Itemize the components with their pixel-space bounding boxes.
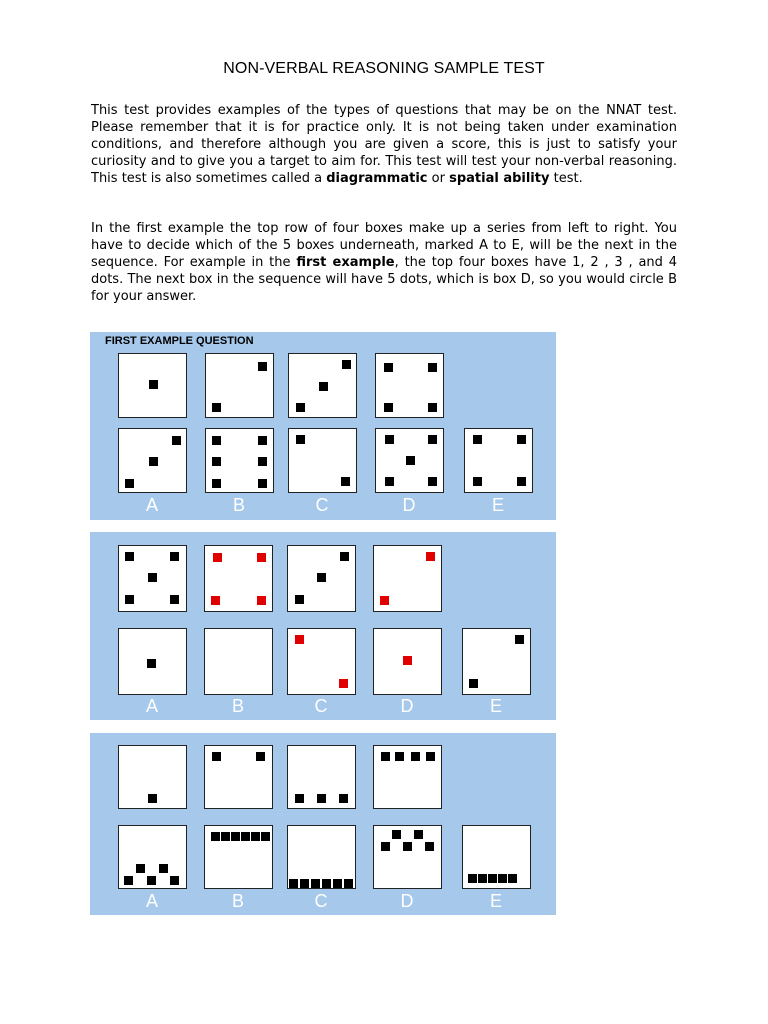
black-square-dot xyxy=(231,832,240,841)
sequence-box-3[interactable] xyxy=(287,745,356,809)
black-square-dot xyxy=(488,874,497,883)
sequence-box-1[interactable] xyxy=(118,745,187,809)
sequence-box-3[interactable] xyxy=(287,545,356,612)
explanation-paragraph xyxy=(91,220,677,305)
black-square-dot xyxy=(428,435,437,444)
black-square-dot xyxy=(311,879,320,888)
black-square-dot xyxy=(403,842,412,851)
answer-box-c[interactable] xyxy=(288,428,357,493)
black-square-dot xyxy=(344,879,353,888)
black-square-dot xyxy=(411,752,420,761)
answer-label-e: E xyxy=(491,495,504,515)
black-square-dot xyxy=(211,832,220,841)
answer-box-c[interactable] xyxy=(287,825,356,889)
sequence-box-3[interactable] xyxy=(288,353,357,418)
black-square-dot xyxy=(296,435,305,444)
red-square-dot xyxy=(339,679,348,688)
answer-box-a[interactable] xyxy=(118,825,187,889)
answer-box-d[interactable] xyxy=(373,628,442,695)
black-square-dot xyxy=(517,435,526,444)
black-square-dot xyxy=(258,436,267,445)
black-square-dot xyxy=(212,436,221,445)
answer-box-a[interactable] xyxy=(118,428,187,493)
explanation-text-2: , the top four boxes have 1, 2 , 3 , and 4 dots. The next box in the sequence will have 5 dots, which is box D, so you would circle B for your answer. xyxy=(91,255,677,304)
black-square-dot xyxy=(473,435,482,444)
red-square-dot xyxy=(211,596,220,605)
sequence-box-1[interactable] xyxy=(118,353,187,418)
black-square-dot xyxy=(256,752,265,761)
black-square-dot xyxy=(515,635,524,644)
black-square-dot xyxy=(498,874,507,883)
black-square-dot xyxy=(478,874,487,883)
answer-label-a: A xyxy=(145,696,158,716)
black-square-dot xyxy=(258,457,267,466)
black-square-dot xyxy=(258,362,267,371)
black-square-dot xyxy=(339,794,348,803)
black-square-dot xyxy=(136,864,145,873)
answer-label-a: A xyxy=(145,495,158,515)
sequence-box-2[interactable] xyxy=(205,353,274,418)
black-square-dot xyxy=(295,794,304,803)
sequence-box-4[interactable] xyxy=(375,353,444,418)
black-square-dot xyxy=(342,360,351,369)
red-square-dot xyxy=(257,596,266,605)
black-square-dot xyxy=(319,382,328,391)
answer-label-c: C xyxy=(314,696,328,716)
answer-box-d[interactable] xyxy=(375,428,444,493)
black-square-dot xyxy=(149,380,158,389)
black-square-dot xyxy=(258,479,267,488)
explanation-text-1: In the first example the top row of four boxes make up a series from left to right. You have to decide which of the 5 boxes underneath, marked A to E, will be the next in the sequence. For example in the xyxy=(91,221,677,270)
black-square-dot xyxy=(170,552,179,561)
black-square-dot xyxy=(296,403,305,412)
black-square-dot xyxy=(322,879,331,888)
black-square-dot xyxy=(469,679,478,688)
question-panel-1 xyxy=(90,332,556,520)
answer-box-e[interactable] xyxy=(464,428,533,493)
black-square-dot xyxy=(426,752,435,761)
black-square-dot xyxy=(125,552,134,561)
black-square-dot xyxy=(385,477,394,486)
black-square-dot xyxy=(212,479,221,488)
intro-bold-spatial-ability: spatial ability xyxy=(449,171,550,186)
question-panel-3 xyxy=(90,733,556,915)
answer-label-d: D xyxy=(402,495,416,515)
black-square-dot xyxy=(317,794,326,803)
black-square-dot xyxy=(147,659,156,668)
black-square-dot xyxy=(428,403,437,412)
answer-label-c: C xyxy=(314,891,328,911)
black-square-dot xyxy=(425,842,434,851)
intro-bold-diagrammatic: diagrammatic xyxy=(326,171,428,186)
page-title: NON-VERBAL REASONING SAMPLE TEST xyxy=(223,60,545,77)
black-square-dot xyxy=(148,573,157,582)
black-square-dot xyxy=(124,876,133,885)
answer-label-b: B xyxy=(231,696,244,716)
red-square-dot xyxy=(295,635,304,644)
panel-title: FIRST EXAMPLE QUESTION xyxy=(105,335,254,347)
answer-label-b: B xyxy=(231,891,244,911)
black-square-dot xyxy=(340,552,349,561)
sequence-box-4[interactable] xyxy=(373,545,442,612)
black-square-dot xyxy=(295,595,304,604)
black-square-dot xyxy=(341,477,350,486)
black-square-dot xyxy=(317,573,326,582)
sequence-box-1[interactable] xyxy=(118,545,187,612)
black-square-dot xyxy=(170,595,179,604)
black-square-dot xyxy=(384,403,393,412)
red-square-dot xyxy=(426,552,435,561)
answer-label-a: A xyxy=(145,891,158,911)
intro-text-3: test. xyxy=(549,171,583,186)
black-square-dot xyxy=(170,876,179,885)
black-square-dot xyxy=(333,879,342,888)
black-square-dot xyxy=(300,879,309,888)
answer-box-b[interactable] xyxy=(204,628,273,695)
intro-text-1: This test provides examples of the types of questions that may be on the NNAT test. Please remember that it is for practice only. It is not being taken under examination conditions, and therefore although you are given a score, this is just to satisfy your curiosity and to give you a target to aim for. This test will test your non-verbal reasoning. This test is also sometimes called a xyxy=(91,103,677,186)
black-square-dot xyxy=(289,879,298,888)
sequence-box-4[interactable] xyxy=(373,745,442,809)
black-square-dot xyxy=(241,832,250,841)
answer-label-d: D xyxy=(400,696,414,716)
black-square-dot xyxy=(517,477,526,486)
explanation-bold-first-example: first example xyxy=(296,255,395,270)
black-square-dot xyxy=(125,595,134,604)
answer-label-e: E xyxy=(489,696,502,716)
intro-paragraph xyxy=(91,102,677,187)
answer-box-c[interactable] xyxy=(287,628,356,695)
answer-label-d: D xyxy=(400,891,414,911)
black-square-dot xyxy=(385,435,394,444)
black-square-dot xyxy=(428,477,437,486)
intro-text-2: or xyxy=(427,171,450,186)
red-square-dot xyxy=(213,553,222,562)
black-square-dot xyxy=(212,752,221,761)
answer-box-d[interactable] xyxy=(373,825,442,889)
answer-box-a[interactable] xyxy=(118,628,187,695)
black-square-dot xyxy=(212,457,221,466)
black-square-dot xyxy=(508,874,517,883)
black-square-dot xyxy=(473,477,482,486)
black-square-dot xyxy=(381,842,390,851)
answer-label-b: B xyxy=(232,495,245,515)
red-square-dot xyxy=(257,553,266,562)
black-square-dot xyxy=(149,457,158,466)
black-square-dot xyxy=(468,874,477,883)
black-square-dot xyxy=(251,832,260,841)
answer-box-b[interactable] xyxy=(205,428,274,493)
answer-box-e[interactable] xyxy=(462,628,531,695)
black-square-dot xyxy=(428,363,437,372)
question-panel-2 xyxy=(90,532,556,720)
black-square-dot xyxy=(395,752,404,761)
black-square-dot xyxy=(392,830,401,839)
black-square-dot xyxy=(147,876,156,885)
answer-box-b[interactable] xyxy=(204,825,273,889)
black-square-dot xyxy=(125,479,134,488)
sequence-box-2[interactable] xyxy=(204,545,273,612)
red-square-dot xyxy=(380,596,389,605)
answer-label-c: C xyxy=(315,495,329,515)
red-square-dot xyxy=(403,656,412,665)
sequence-box-2[interactable] xyxy=(204,745,273,809)
black-square-dot xyxy=(384,363,393,372)
black-square-dot xyxy=(381,752,390,761)
black-square-dot xyxy=(414,830,423,839)
black-square-dot xyxy=(159,864,168,873)
black-square-dot xyxy=(212,403,221,412)
black-square-dot xyxy=(148,794,157,803)
black-square-dot xyxy=(172,436,181,445)
black-square-dot xyxy=(261,832,270,841)
answer-box-e[interactable] xyxy=(462,825,531,889)
answer-label-e: E xyxy=(489,891,502,911)
black-square-dot xyxy=(406,456,415,465)
black-square-dot xyxy=(221,832,230,841)
